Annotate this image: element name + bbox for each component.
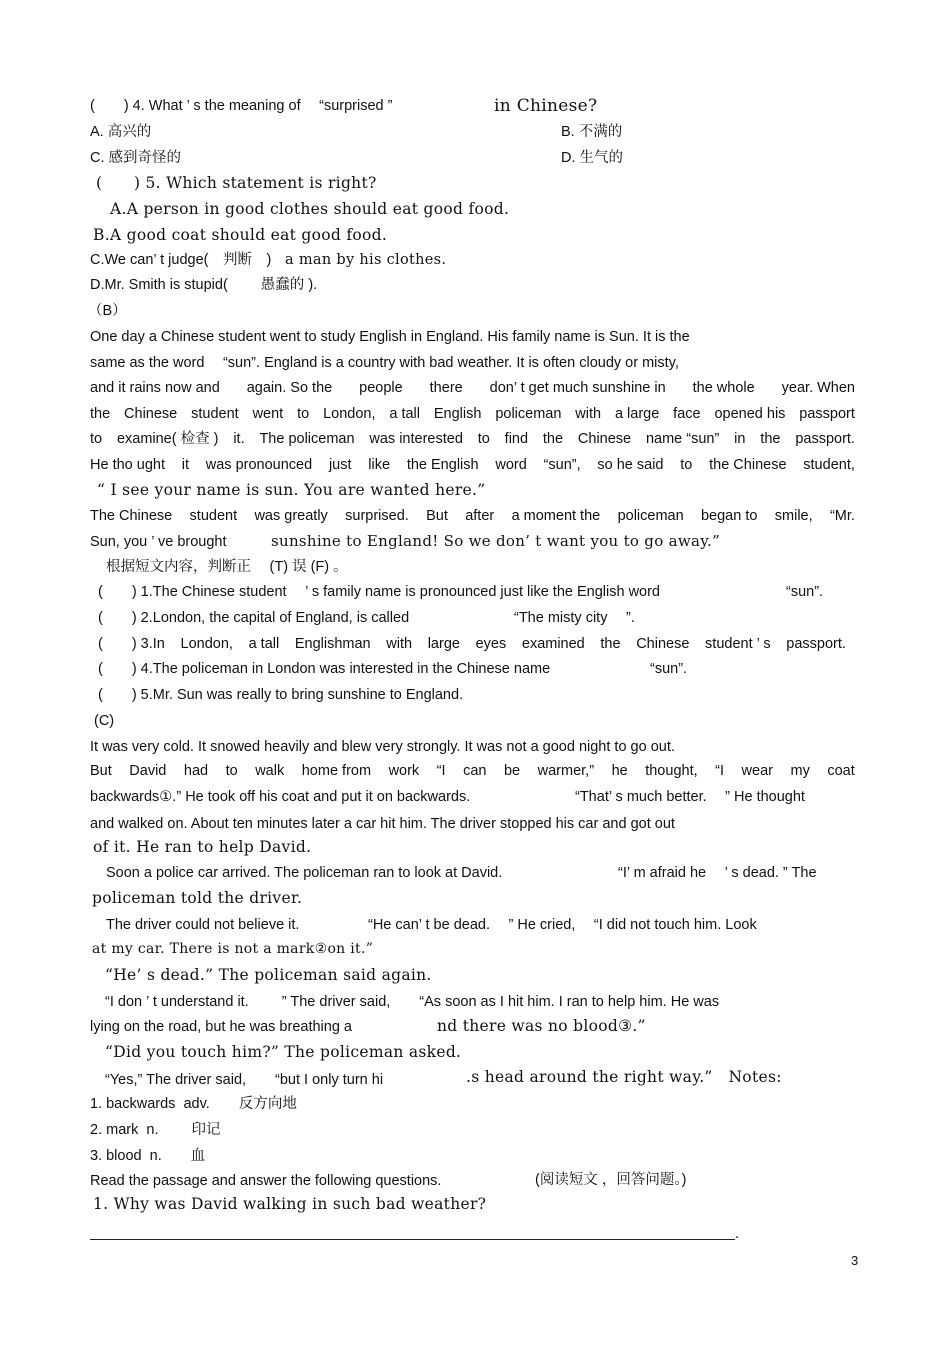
passage-c-line-1: It was very cold. It snowed heavily and blew very strongly. It was not a good night to go out. — [90, 739, 675, 755]
q4-option-b: B. 不满的 — [561, 124, 623, 140]
question-5: ( ) 5. Which statement is right? — [96, 174, 377, 192]
tf-item-5: ( ) 5.Mr. Sun was really to bring sunshine to England. — [98, 687, 464, 703]
read-instructions-cn: (阅读短文 ，回答问题。) — [535, 1172, 687, 1188]
passage-c-line-13: “Did you touch him?” The policeman asked. — [105, 1043, 462, 1061]
passage-c-line-3-tail: “That’ s much better. ” He thought — [575, 789, 805, 805]
passage-c-line-10: “He’ s dead.” The policeman said again. — [105, 966, 432, 984]
tf-item-1-tail: “sun”. — [786, 584, 824, 600]
tf-item-3: ( ) 3.In London, a tall Englishman with large eyes examined the Chinese student ’ s passport. — [98, 636, 846, 652]
passage-c-line-6-tail: “I’ m afraid he ’ s dead. ” The — [618, 865, 817, 881]
passage-c-line-7: policeman told the driver. — [92, 889, 303, 907]
question-c-1: 1. Why was David walking in such bad weather? — [93, 1195, 487, 1213]
q5-option-b: B.A good coat should eat good food. — [93, 226, 388, 244]
q4-option-a: A. 高兴的 — [90, 124, 152, 140]
passage-c-line-2: But David had to walk home from work “I can be warmer,” he thought, “I wear my coat — [90, 763, 855, 779]
passage-c-line-12: lying on the road, but he was breathing a — [90, 1019, 352, 1035]
passage-c-line-14-tail: .s head around the right way.” Notes: — [466, 1068, 782, 1086]
passage-b-line-9: Sun, you ’ ve brought — [90, 534, 227, 550]
note-2: 2. mark n. 印记 — [90, 1122, 221, 1138]
answer-line-end: . — [735, 1226, 740, 1242]
q4-option-c: C. 感到奇怪的 — [90, 150, 182, 166]
passage-b-line-7: “ I see your name is sun. You are wanted here.” — [97, 481, 486, 499]
section-b-label: （B） — [88, 303, 127, 319]
note-3: 3. blood n. 血 — [90, 1148, 206, 1164]
read-instructions: Read the passage and answer the following questions. — [90, 1173, 442, 1189]
passage-c-line-11: “I don ’ t understand it. ” The driver said, “As soon as I hit him. I ran to help him. He was — [105, 994, 720, 1010]
passage-c-line-8: The driver could not believe it. — [106, 917, 300, 933]
tf-item-4-tail: “sun”. — [650, 661, 688, 677]
passage-b-line-8: The Chinese student was greatly surprised. But after a moment the policeman began to smile, “Mr. — [90, 508, 855, 524]
tf-item-4: ( ) 4.The policeman in London was interested in the Chinese name — [98, 661, 551, 677]
passage-c-line-8-tail: “He can’ t be dead. ” He cried, “I did not touch him. Look — [368, 917, 757, 933]
passage-b-line-9-tail: sunshine to England! So we don’ t want you to go away.” — [271, 532, 721, 550]
q5-option-c: C.We can’ t judge( 判断 ) — [90, 252, 272, 268]
question-4-tail: in Chinese? — [494, 96, 598, 116]
passage-b-line-4: the Chinese student went to London, a tall English policeman with a large face opened his passport — [90, 406, 855, 422]
passage-c-line-3: backwards①.” He took off his coat and put it on backwards. — [90, 789, 471, 805]
passage-c-line-6: Soon a police car arrived. The policeman ran to look at David. — [106, 865, 503, 881]
passage-b-line-2: same as the word “sun”. England is a country with bad weather. It is often cloudy or misty, — [90, 355, 679, 371]
passage-c-line-14: “Yes,” The driver said, “but I only turn hi — [105, 1072, 384, 1088]
passage-c-line-5: of it. He ran to help David. — [93, 838, 312, 856]
question-4: ( ) 4. What ’ s the meaning of “surprised ” — [90, 98, 393, 114]
tf-item-2: ( ) 2.London, the capital of England, is called — [98, 610, 410, 626]
q5-option-c-tail: a man by his clothes. — [285, 252, 447, 268]
passage-b-line-3: and it rains now and again. So the people there don’ t get much sunshine in the whole year. When — [90, 380, 855, 396]
tf-item-1: ( ) 1.The Chinese student ’ s family name is pronounced just like the English word — [98, 584, 660, 600]
passage-c-line-12-tail: nd there was no blood③.” — [437, 1017, 646, 1035]
passage-b-line-6: He tho ught it was pronounced just like the English word “sun”, so he said to the Chinese student, — [90, 457, 855, 473]
section-c-label: (C) — [94, 713, 115, 729]
passage-b-line-1: One day a Chinese student went to study English in England. His family name is Sun. It is the — [90, 329, 690, 345]
q4-option-d: D. 生气的 — [561, 150, 624, 166]
tf-item-2-tail: “The misty city ”. — [514, 610, 635, 626]
page-number: 3 — [851, 1253, 859, 1268]
q5-option-a: A.A person in good clothes should eat good food. — [110, 200, 510, 218]
tf-instructions: 根据短文内容，判断正 (T) 误 (F) 。 — [106, 559, 348, 575]
note-1: 1. backwards adv. 反方向地 — [90, 1096, 297, 1112]
passage-b-line-5: to examine( 检查 ) it. The policeman was interested to find the Chinese name “sun” in the passport. — [90, 431, 855, 447]
passage-c-line-4: and walked on. About ten minutes later a car hit him. The driver stopped his car and got out — [90, 816, 675, 832]
q5-option-d: D.Mr. Smith is stupid( 愚蠢的 ). — [90, 277, 318, 293]
answer-line[interactable] — [90, 1239, 735, 1240]
passage-c-line-9: at my car. There is not a mark②on it.” — [92, 941, 374, 957]
